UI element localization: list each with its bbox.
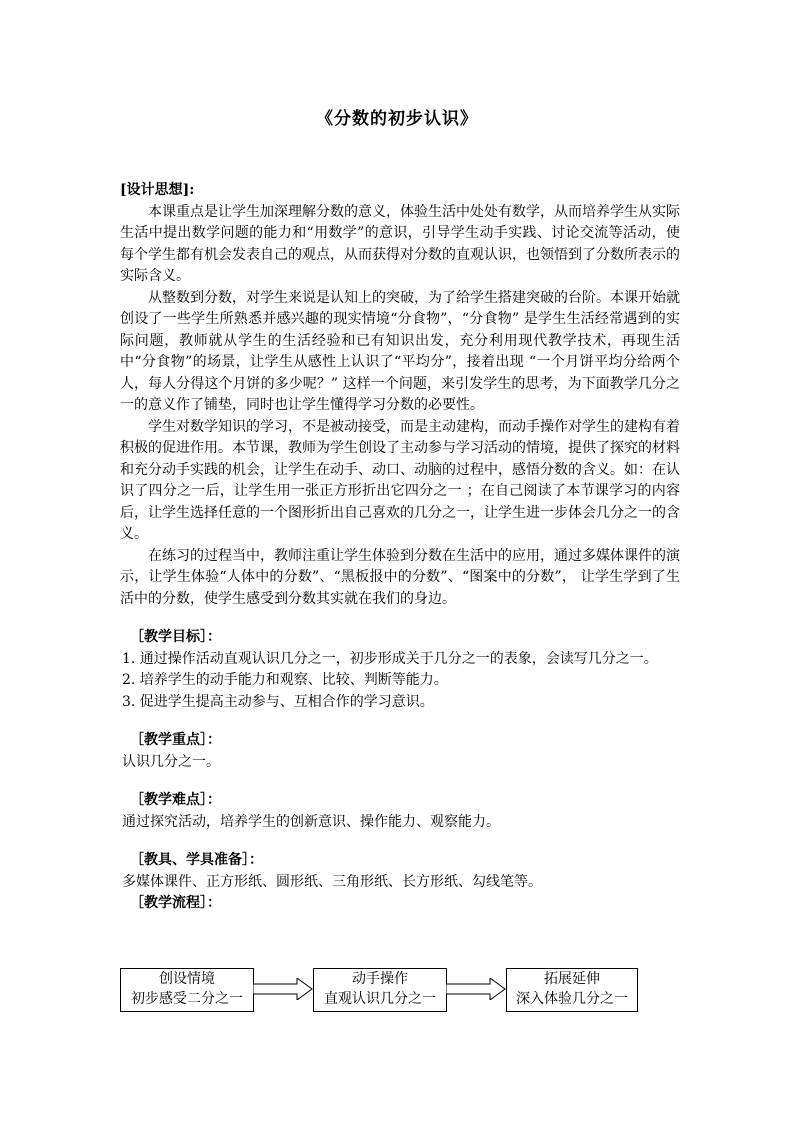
key-point-text: 认识几分之一。 bbox=[122, 753, 220, 770]
flow-step-title: 创设情境 bbox=[159, 971, 215, 987]
spacer bbox=[120, 610, 680, 627]
flow-step-subtitle: 深入体验几分之一 bbox=[516, 991, 628, 1007]
tools-text: 多媒体课件、正方形纸、圆形纸、三角形纸、长方形纸、勾线笔等。 bbox=[122, 873, 542, 890]
spacer bbox=[120, 773, 680, 790]
flow-step-box bbox=[120, 968, 254, 1012]
teaching-flow-diagram bbox=[120, 968, 640, 1012]
difficulty-text: 通过探究活动，培养学生的创新意识、操作能力、观察能力。 bbox=[122, 813, 500, 830]
goal-item: 3. 促进学生提高主动参与、互相合作的学习意识。 bbox=[122, 693, 434, 710]
design-paragraph: 学生对数学知识的学习，不是被动接受，而是主动建构，而动手操作对学生的建构有着积极的促进作用。本节课，教师为学生创设了主动参与学习活动的情境，提供了探究的材料和充分动手实践的机会，让学生在动手、动口、动脑的过程中，感悟分数的含义。如：在认识了四分之一后，让学生用一张正方形折出它四分之一 ；在自己阅读了本节课学习的内容后，让学生选择任意的一个图形折出自己喜欢的几分之一，让学生进一步体会几分之一的含义。 bbox=[120, 418, 680, 542]
flow-step-box bbox=[506, 968, 638, 1012]
design-paragraph: 从整数到分数，对学生来说是认知上的突破，为了给学生搭建突破的台阶。本课开始就创设了一些学生所熟悉并感兴趣的现实情境“分食物”，“分食物” 是学生生活经常遇到的实际问题，教师就从学生的生活经验和已有知识出发，充分利用现代教学技术，再现生活中“分食物”的场景，让学生从感性上认识了“平均分”，接着出现 “一个月饼平均分给两个人，每人分得这个月饼的多少呢？” 这样一个问题，来引发学生的思考，为下面教学几分之一的意义作了铺垫，同时也让学生懂得学习分数的必要性。 bbox=[120, 289, 680, 413]
flow-arrow-icon bbox=[446, 978, 506, 1000]
flow-heading: ［教学流程］： bbox=[130, 895, 221, 911]
key-point-heading: ［教学重点］： bbox=[130, 732, 221, 748]
document-body bbox=[120, 180, 680, 915]
design-paragraph: 在练习的过程当中，教师注重让学生体验到分数在生活中的应用，通过多媒体课件的演示，让学生体验“人体中的分数”、“黑板报中的分数”、“图案中的分数”， 让学生学到了生活中的分数，使学生感受到分数其实就在我们的身边。 bbox=[120, 547, 680, 607]
spacer bbox=[120, 713, 680, 730]
flow-step-subtitle: 直观认识几分之一 bbox=[324, 991, 436, 1007]
tools-heading: ［教具、学具准备］： bbox=[130, 852, 263, 868]
goal-item: 1. 通过操作活动直观认识几分之一，初步形成关于几分之一的表象，会读写几分之一。 bbox=[122, 650, 658, 667]
design-heading: [设计思想]: bbox=[120, 182, 195, 198]
design-paragraph: 本课重点是让学生加深理解分数的意义，体验生活中处处有数学，从而培养学生从实际生活中提出数学问题的能力和“用数学”的意识，引导学生动手实践、讨论交流等活动，使每个学生都有机会发表自己的观点，从而获得对分数的直观认识，也领悟到了分数所表示的实际含义。 bbox=[120, 203, 680, 284]
spacer bbox=[120, 833, 680, 850]
flow-step-subtitle: 初步感受二分之一 bbox=[131, 991, 243, 1007]
flow-step-box bbox=[313, 968, 447, 1012]
difficulty-heading: ［教学难点］： bbox=[130, 792, 221, 808]
flow-arrow-icon bbox=[253, 978, 313, 1000]
document-title: 《分数的初步认识》 bbox=[316, 109, 478, 129]
goals-heading: ［教学目标］： bbox=[130, 629, 221, 645]
flow-step-title: 拓展延伸 bbox=[544, 971, 600, 987]
goal-item: 2. 培养学生的动手能力和观察、比较、判断等能力。 bbox=[122, 672, 448, 688]
flow-step-title: 动手操作 bbox=[352, 971, 408, 987]
